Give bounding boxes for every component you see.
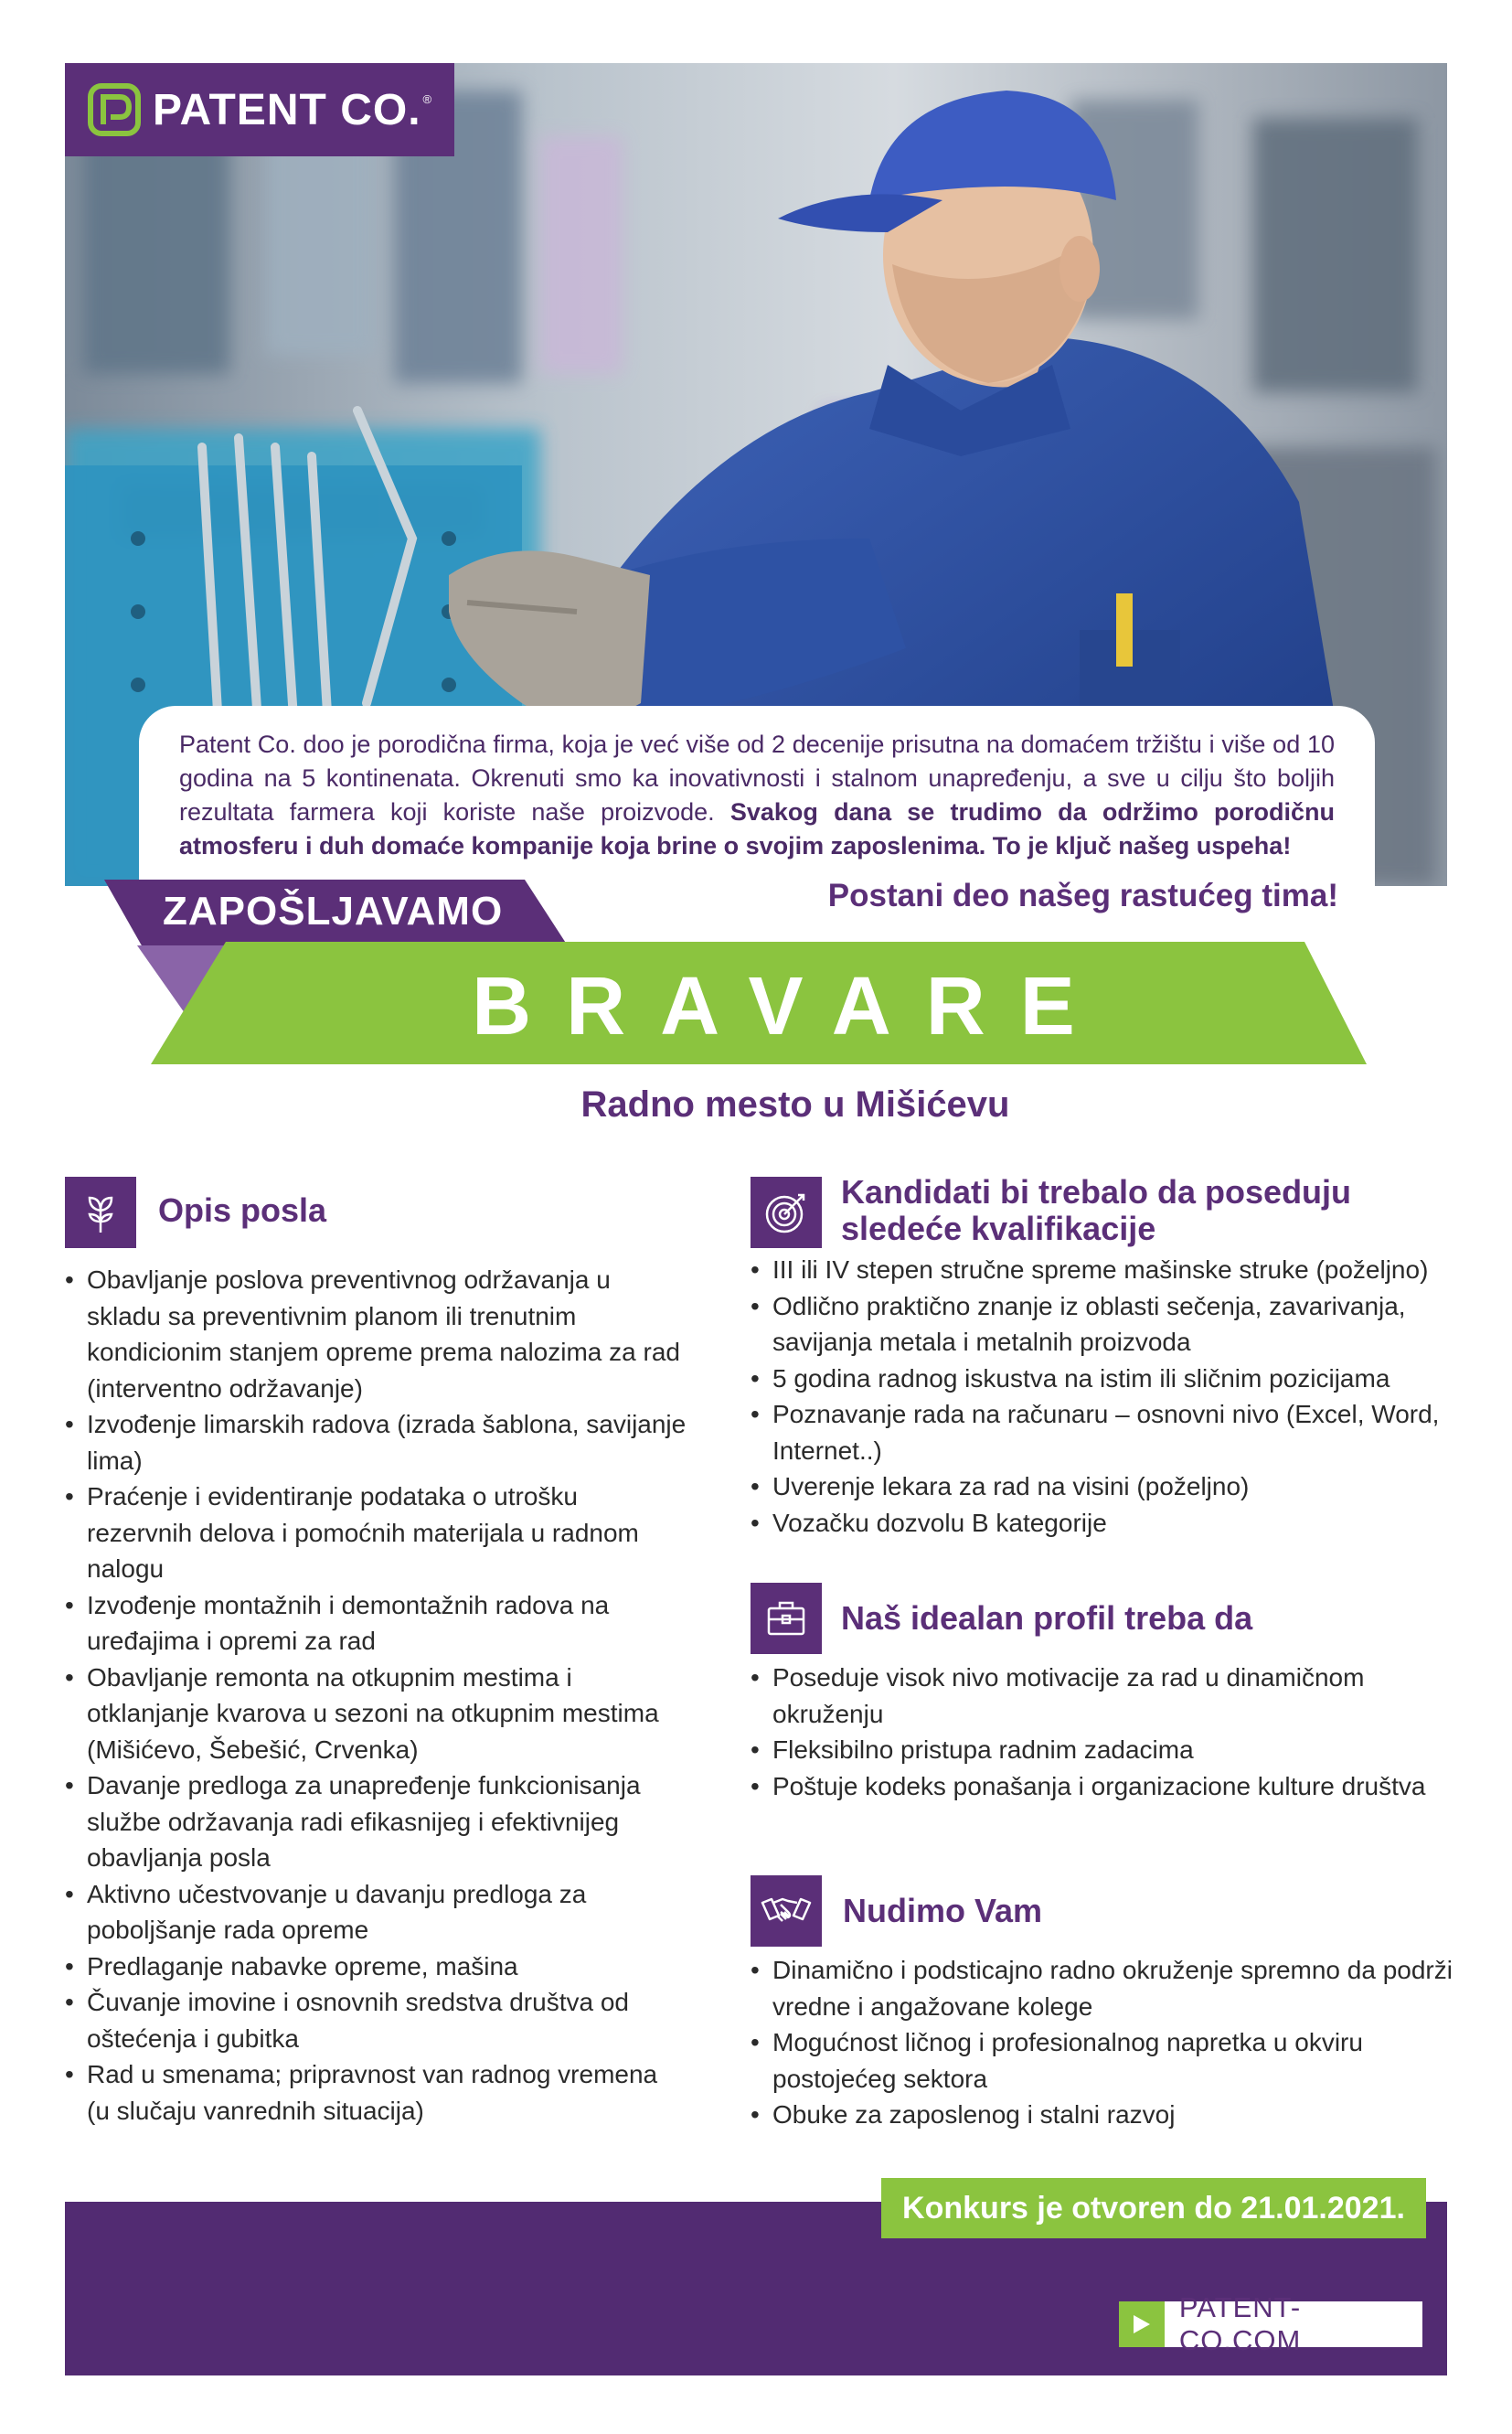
we-offer-icon-box [751,1875,822,1947]
we-offer-list [751,1952,1464,2133]
play-arrow-icon [1119,2301,1165,2347]
job-description-icon-box [65,1177,136,1248]
slogan: Postani deo našeg rastućeg tima! [827,878,1338,913]
qualifications-title-line1: Kandidati bi trebalo da poseduju [841,1173,1352,1211]
qualifications-list [751,1252,1464,1541]
list-item: • Davanje predloga za unapređenje funkcionisanja službe održavanja radi efikasnijeg i efektivnijeg obavljanja posla [65,1767,687,1876]
patent-co-logo [65,63,454,156]
list-item: • 5 godina radnog iskustva na istim ili sličnim pozicijama [751,1361,1464,1397]
logo-text: PATENT CO. [153,85,421,134]
list-item: • Obavljanje remonta na otkupnim mestima i otklanjanje kvarova u sezoni na otkupnim mestima (Mišićevo, Šebešić, Crvenka) [65,1660,687,1768]
list-item: • Praćenje i evidentiranje podataka o utrošku rezervnih delova i pomoćnih materijala u radnom nalogu [65,1479,687,1587]
list-item: • Obavljanje poslova preventivnog održavanja u skladu sa preventivnim planom ili trenutnim kondicionim stanjem opreme prema nalozima za rad (interventno održavanje) [65,1262,687,1406]
list-item: • Mogućnost ličnog i profesionalnog napretka u okviru postojećeg sektora [751,2024,1464,2097]
briefcase-icon [763,1596,809,1641]
list-item: • Dinamično i podsticajno radno okruženje spremno da podrži vredne i angažovane kolege [751,1952,1464,2024]
we-offer-title: Nudimo Vam [843,1892,1043,1929]
list-item: • Izvođenje montažnih i demontažnih radova na uređajima i opremi za rad [65,1587,687,1660]
list-item: • Fleksibilno pristupa radnim zadacima [751,1732,1464,1768]
hiring-label: ZAPOŠLJAVAMO [163,889,504,934]
list-item: • Predlaganje nabavke opreme, mašina [65,1948,687,1985]
logo-registered-mark: ® [422,91,432,106]
qualifications-title-line2: sledeće kvalifikacije [841,1210,1156,1247]
intro-bold-text: Svakog dana se trudimo da održimo porodičnu atmosferu i duh domaće kompanije koja brine o svojim zaposlenima. To je ključ našeg uspeha! [179,798,1335,859]
qualifications-icon-box [751,1177,822,1248]
website-link[interactable] [1119,2291,1422,2356]
ideal-profile-title: Naš idealan profil treba da [841,1599,1253,1637]
position-banner [151,942,1367,1064]
list-item: • Uverenje lekara za rad na visini (poželjno) [751,1468,1464,1505]
job-description-title: Opis posla [158,1191,327,1229]
list-item: • Odlično praktično znanje iz oblasti sečenja, zavarivanja, savijanja metala i metalnih proizvoda [751,1288,1464,1361]
handshake-icon [761,1888,812,1934]
list-item: • III ili IV stepen stručne spreme mašinske struke (poželjno) [751,1252,1464,1288]
hiring-banner [104,880,569,947]
list-item: • Čuvanje imovine i osnovnih sredstva društva od oštećenja i gubitka [65,1984,687,2056]
list-item: • Aktivno učestvovanje u davanju predloga za poboljšanje rada opreme [65,1876,687,1948]
position-title: BRAVARE [472,961,1110,1052]
list-item: • Poštuje kodeks ponašanja i organizacione kulture društva [751,1768,1464,1805]
application-deadline: Konkurs je otvoren do 21.01.2021. [881,2178,1426,2238]
list-item: • Vozačku dozvolu B kategorije [751,1505,1464,1542]
list-item: • Poznavanje rada na računaru – osnovni nivo (Excel, Word, Internet..) [751,1396,1464,1468]
website-url[interactable]: PATENT-CO.COM [1178,2291,1302,2356]
list-item: • Poseduje visok nivo motivacije za rad u dinamičnom okruženju [751,1660,1464,1732]
list-item: • Obuke za zaposlenog i stalni razvoj [751,2097,1464,2133]
leaf-logo-icon [87,82,142,137]
job-location: Radno mesto u Mišićevu [580,1084,1010,1125]
list-item: • Izvođenje limarskih radova (izrada šablona, savijanje lima) [65,1406,687,1479]
list-item: • Rad u smenama; pripravnost van radnog vremena (u slučaju vanrednih situacija) [65,2056,687,2129]
plant-sprout-icon [77,1189,124,1236]
ideal-profile-icon-box [751,1583,822,1654]
qualifications-title [841,1174,1351,1247]
intro-text: Patent Co. doo je porodična firma, koja je već više od 2 decenije prisutna na domaćem tržištu i više od 10 godina na 5 kontinenata. Okrenuti smo ka inovativnosti i stalnom unapređenju, a sve u cilju što boljih rezultata farmera koji koriste naše proizvode. [179,731,1335,826]
ideal-profile-list [751,1660,1464,1804]
job-description-list [65,1262,687,2129]
target-icon [761,1188,811,1237]
company-intro [139,706,1375,898]
